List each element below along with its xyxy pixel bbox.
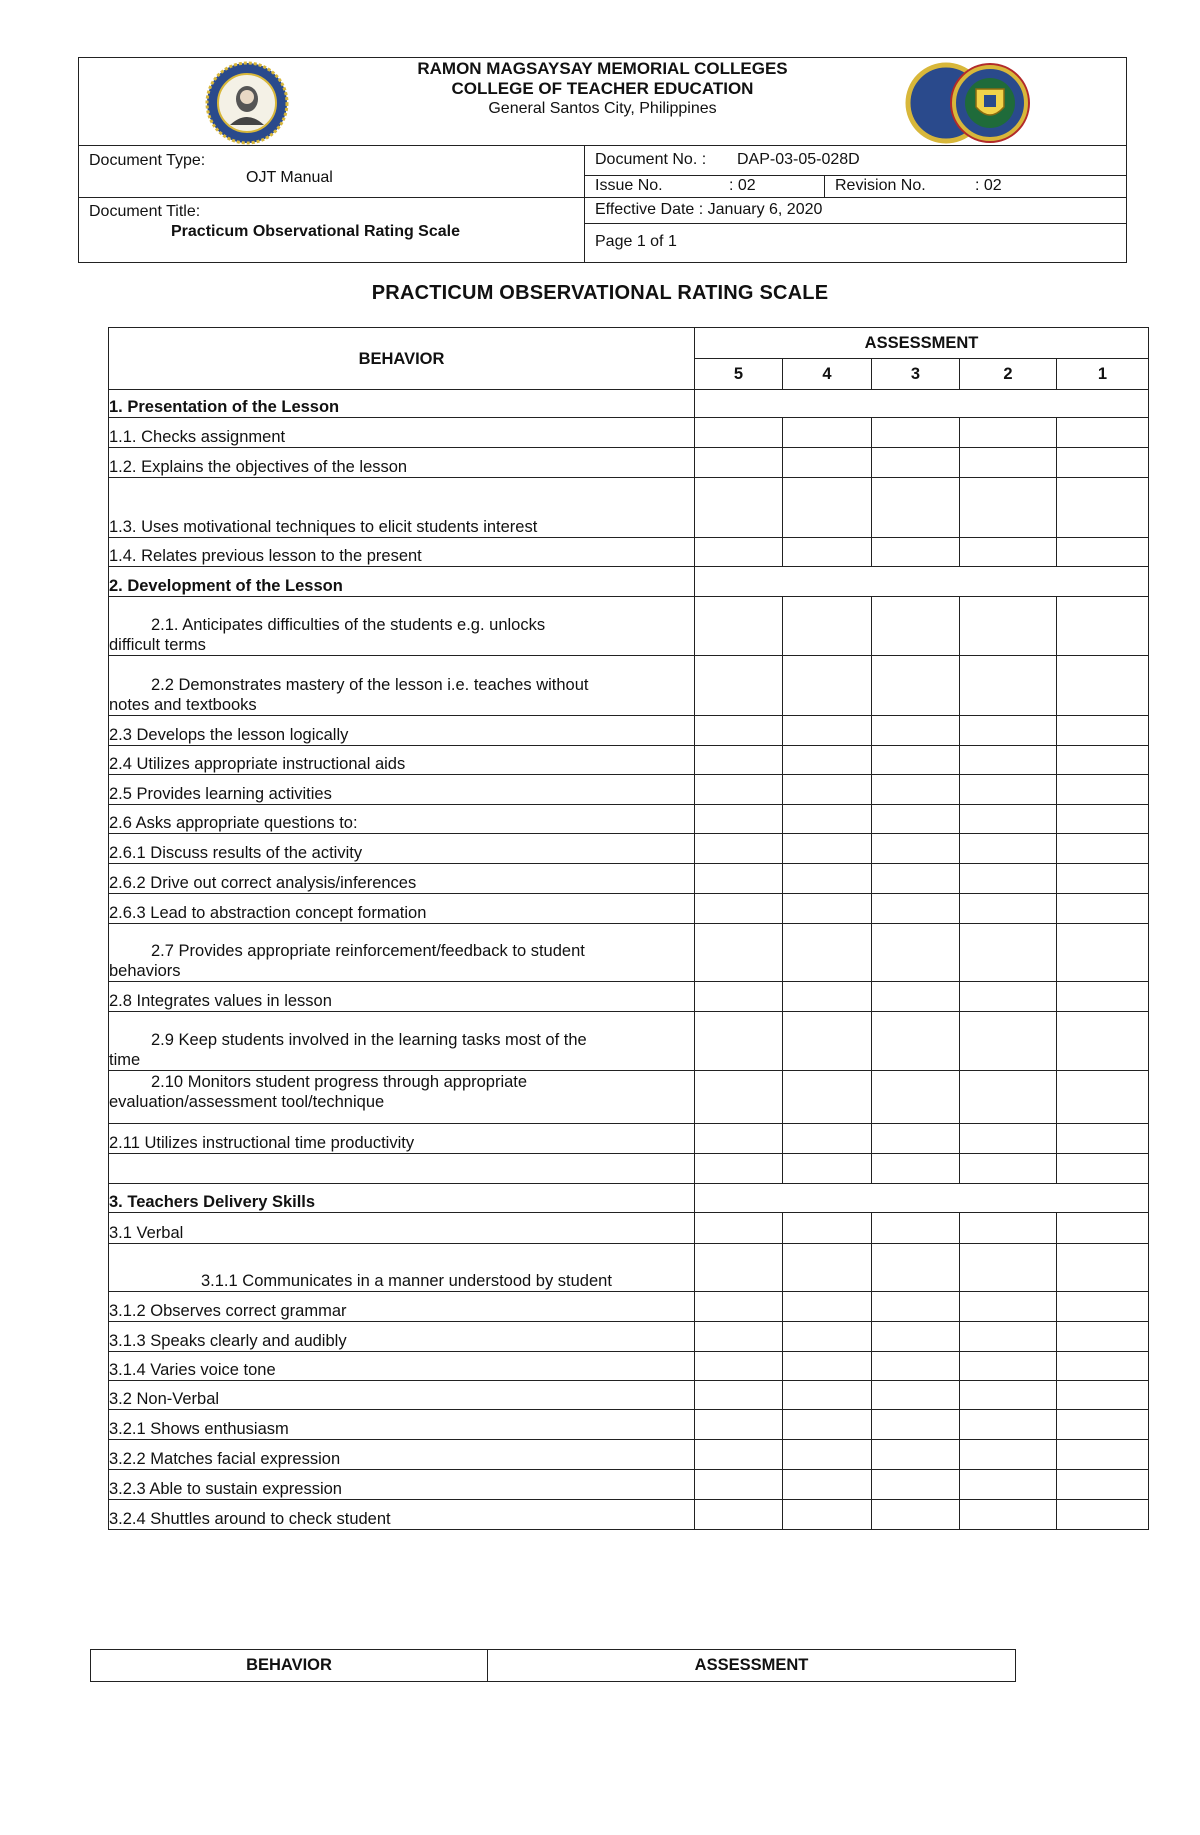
behavior-item: 2.6 Asks appropriate questions to:: [109, 805, 695, 834]
document-no-value: DAP-03-05-028D: [737, 151, 860, 168]
rating-cell[interactable]: [695, 1410, 783, 1440]
behavior-item: 3.2.3 Able to sustain expression: [109, 1470, 695, 1500]
table-row: [109, 1500, 1149, 1530]
document-no-label: Document No. :: [595, 151, 707, 168]
table-row: [109, 1381, 1149, 1410]
rating-cell[interactable]: [695, 1071, 783, 1124]
behavior-item: 2.3 Develops the lesson logically: [109, 716, 695, 746]
rating-cell[interactable]: [1057, 597, 1149, 656]
scale-5-header: 5: [695, 359, 783, 390]
rating-cell[interactable]: [783, 924, 872, 982]
behavior-item: 2.6.3 Lead to abstraction concept formation: [109, 894, 695, 924]
rating-cell[interactable]: [960, 1440, 1057, 1470]
rating-cell[interactable]: [783, 1440, 872, 1470]
table-row: [109, 805, 1149, 834]
document-type-label: Document Type:: [89, 152, 206, 169]
section-spacer: [695, 1184, 1149, 1213]
rating-cell[interactable]: [695, 1124, 783, 1154]
document-type-value: OJT Manual: [246, 169, 333, 186]
behavior-header: BEHAVIOR: [109, 328, 695, 390]
table-row: [109, 1410, 1149, 1440]
behavior-item: 3.2 Non-Verbal: [109, 1381, 695, 1410]
rating-cell[interactable]: [695, 1213, 783, 1244]
section-spacer: [695, 390, 1149, 418]
rating-cell[interactable]: [872, 1352, 960, 1381]
rating-cell[interactable]: [960, 656, 1057, 716]
rating-cell[interactable]: [783, 1124, 872, 1154]
rating-cell[interactable]: [783, 448, 872, 478]
rating-cell[interactable]: [1057, 1244, 1149, 1292]
rating-cell[interactable]: [960, 1322, 1057, 1352]
revision-no-label: Revision No.: [835, 177, 926, 194]
behavior-item: 3.1.1 Communicates in a manner understood by student: [109, 1244, 695, 1292]
behavior-item: [109, 597, 695, 656]
rating-cell[interactable]: [695, 746, 783, 775]
behavior-item: [109, 656, 695, 716]
rating-cell[interactable]: [1057, 982, 1149, 1012]
rating-cell[interactable]: [872, 1470, 960, 1500]
behavior-item: 3.2.2 Matches facial expression: [109, 1440, 695, 1470]
rating-cell[interactable]: [1057, 1410, 1149, 1440]
behavior-item: 2.6.2 Drive out correct analysis/inferences: [109, 864, 695, 894]
section-spacer: [695, 567, 1149, 597]
rating-cell[interactable]: [960, 1352, 1057, 1381]
rating-cell[interactable]: [783, 834, 872, 864]
rating-cell[interactable]: [960, 894, 1057, 924]
rating-cell[interactable]: [783, 1410, 872, 1440]
rating-cell[interactable]: [1057, 1470, 1149, 1500]
rating-cell[interactable]: [960, 834, 1057, 864]
rating-cell[interactable]: [695, 1244, 783, 1292]
table-row: [109, 894, 1149, 924]
rating-cell[interactable]: [1057, 448, 1149, 478]
rating-cell[interactable]: [872, 834, 960, 864]
rating-cell[interactable]: [695, 538, 783, 567]
rating-cell[interactable]: [872, 1154, 960, 1184]
rating-cell[interactable]: [960, 805, 1057, 834]
revision-no-cell: [825, 176, 1126, 198]
behavior-item: 1.3. Uses motivational techniques to elicit students interest: [109, 478, 695, 538]
rating-cell[interactable]: [783, 775, 872, 805]
table-row: [109, 834, 1149, 864]
scale-2-header: 2: [960, 359, 1057, 390]
table-row: [109, 1012, 1149, 1071]
behavior-item: 1.4. Relates previous lesson to the present: [109, 538, 695, 567]
rating-cell[interactable]: [783, 1381, 872, 1410]
behavior-item: [109, 924, 695, 982]
behavior-item: [109, 1071, 695, 1124]
rating-cell[interactable]: [1057, 478, 1149, 538]
rating-cell[interactable]: [1057, 1352, 1149, 1381]
blank-cell: [109, 1154, 695, 1184]
behavior-item: 2.4 Utilizes appropriate instructional aids: [109, 746, 695, 775]
table-row: [109, 716, 1149, 746]
behavior-item: 3.1.3 Speaks clearly and audibly: [109, 1322, 695, 1352]
rating-cell[interactable]: [960, 1500, 1057, 1530]
rating-cell[interactable]: [960, 982, 1057, 1012]
rating-cell[interactable]: [960, 775, 1057, 805]
behavior-item-line1: 2.2 Demonstrates mastery of the lesson i.e. teaches without: [151, 676, 589, 694]
table-row: [109, 1292, 1149, 1322]
rating-cell[interactable]: [960, 1292, 1057, 1322]
rating-cell[interactable]: [695, 1381, 783, 1410]
rating-cell[interactable]: [783, 1244, 872, 1292]
rating-cell[interactable]: [1057, 716, 1149, 746]
rating-cell[interactable]: [695, 1154, 783, 1184]
rating-cell[interactable]: [872, 805, 960, 834]
rating-cell[interactable]: [783, 805, 872, 834]
behavior-item-line1: 2.9 Keep students involved in the learning tasks most of the: [151, 1031, 587, 1049]
scale-1-header: 1: [1057, 359, 1149, 390]
rating-cell[interactable]: [1057, 746, 1149, 775]
rating-cell[interactable]: [872, 1410, 960, 1440]
college-seal-logo: [197, 61, 297, 145]
rating-cell[interactable]: [783, 1012, 872, 1071]
rating-cell[interactable]: [872, 478, 960, 538]
rating-cell[interactable]: [872, 1322, 960, 1352]
rating-cell[interactable]: [1057, 1322, 1149, 1352]
rating-cell[interactable]: [960, 716, 1057, 746]
rating-cell[interactable]: [1057, 656, 1149, 716]
rating-cell[interactable]: [695, 418, 783, 448]
rating-cell[interactable]: [695, 656, 783, 716]
behavior-item-line1: 2.10 Monitors student progress through appropriate: [151, 1073, 528, 1091]
rating-cell[interactable]: [1057, 864, 1149, 894]
document-title-cell: [79, 198, 585, 262]
document-type-cell: [79, 146, 585, 198]
rating-cell[interactable]: [695, 1352, 783, 1381]
behavior-item: 2.5 Provides learning activities: [109, 775, 695, 805]
college-location: General Santos City, Philippines: [488, 100, 717, 117]
rating-cell[interactable]: [783, 1071, 872, 1124]
table-row: [109, 1071, 1149, 1124]
section-row: [109, 567, 1149, 597]
section-title: 1. Presentation of the Lesson: [109, 390, 695, 418]
rating-cell[interactable]: [783, 1500, 872, 1530]
rating-cell[interactable]: [1057, 834, 1149, 864]
rating-cell[interactable]: [960, 1213, 1057, 1244]
table-row: [109, 746, 1149, 775]
rating-cell[interactable]: [872, 1213, 960, 1244]
rating-cell[interactable]: [783, 538, 872, 567]
rating-cell[interactable]: [695, 1322, 783, 1352]
rating-cell[interactable]: [695, 448, 783, 478]
teacher-education-seal-logo: [904, 61, 1039, 145]
rating-cell[interactable]: [1057, 418, 1149, 448]
rating-cell[interactable]: [960, 1410, 1057, 1440]
rating-cell[interactable]: [960, 478, 1057, 538]
rating-cell[interactable]: [960, 1381, 1057, 1410]
rating-cell[interactable]: [783, 894, 872, 924]
effective-date: Effective Date : January 6, 2020: [595, 201, 823, 218]
rating-cell[interactable]: [695, 1292, 783, 1322]
rating-cell[interactable]: [783, 597, 872, 656]
rating-cell[interactable]: [960, 1124, 1057, 1154]
table-row: [109, 1470, 1149, 1500]
rating-cell[interactable]: [872, 746, 960, 775]
rating-cell[interactable]: [695, 924, 783, 982]
rating-cell[interactable]: [960, 864, 1057, 894]
behavior-item-line1: 2.7 Provides appropriate reinforcement/feedback to student: [151, 942, 585, 960]
revision-no-value: : 02: [975, 177, 1002, 194]
behavior-item-line2: time: [109, 1051, 141, 1069]
effective-date-cell: [585, 198, 1126, 224]
rating-cell[interactable]: [783, 1292, 872, 1322]
behavior-item-line2: difficult terms: [109, 636, 206, 654]
rating-cell[interactable]: [1057, 1381, 1149, 1410]
section-row: [109, 1184, 1149, 1213]
rating-cell[interactable]: [872, 716, 960, 746]
assessment-header: ASSESSMENT: [488, 1650, 1016, 1682]
second-assessment-table: [90, 1649, 1016, 1682]
rating-cell[interactable]: [695, 1470, 783, 1500]
rating-cell[interactable]: [695, 1440, 783, 1470]
page-number-cell: [585, 224, 1126, 262]
rating-cell[interactable]: [1057, 1012, 1149, 1071]
rating-cell[interactable]: [1057, 775, 1149, 805]
issue-no-label: Issue No.: [595, 177, 663, 194]
rating-cell[interactable]: [695, 597, 783, 656]
rating-cell[interactable]: [783, 716, 872, 746]
page-title: PRACTICUM OBSERVATIONAL RATING SCALE: [371, 282, 829, 304]
table-row: [109, 1213, 1149, 1244]
rating-cell[interactable]: [695, 716, 783, 746]
rating-cell[interactable]: [783, 656, 872, 716]
document-no-cell: [585, 146, 1126, 176]
table-row: [109, 1322, 1149, 1352]
behavior-item: [109, 1012, 695, 1071]
scale-4-header: 4: [783, 359, 872, 390]
rating-cell[interactable]: [960, 418, 1057, 448]
rating-cell[interactable]: [1057, 1440, 1149, 1470]
behavior-item: 3.2.1 Shows enthusiasm: [109, 1410, 695, 1440]
rating-cell[interactable]: [695, 805, 783, 834]
behavior-item-line1: 2.1. Anticipates difficulties of the students e.g. unlocks: [151, 616, 546, 634]
table-row: [109, 656, 1149, 716]
rating-cell[interactable]: [783, 982, 872, 1012]
rating-cell[interactable]: [1057, 894, 1149, 924]
rating-cell[interactable]: [960, 1071, 1057, 1124]
document-header: [78, 57, 1127, 263]
behavior-item: 2.11 Utilizes instructional time productivity: [109, 1124, 695, 1154]
rating-cell[interactable]: [783, 1470, 872, 1500]
rating-cell[interactable]: [872, 864, 960, 894]
rating-cell[interactable]: [872, 597, 960, 656]
institution-banner: [79, 58, 1126, 146]
table-row: [109, 418, 1149, 448]
rating-cell[interactable]: [872, 1292, 960, 1322]
rating-scale-table: [108, 327, 1149, 1530]
issue-no-cell: [585, 176, 825, 198]
rating-cell[interactable]: [783, 746, 872, 775]
behavior-item: 3.1 Verbal: [109, 1213, 695, 1244]
rating-cell[interactable]: [695, 1012, 783, 1071]
rating-cell[interactable]: [1057, 1292, 1149, 1322]
rating-cell[interactable]: [872, 1500, 960, 1530]
rating-cell[interactable]: [960, 448, 1057, 478]
rating-cell[interactable]: [783, 478, 872, 538]
section-title: 2. Development of the Lesson: [109, 567, 695, 597]
table-row: [109, 1440, 1149, 1470]
document-title-label: Document Title:: [89, 203, 201, 220]
rating-cell[interactable]: [1057, 1071, 1149, 1124]
rating-cell[interactable]: [960, 538, 1057, 567]
issue-no-value: : 02: [729, 177, 756, 194]
behavior-item: 3.1.2 Observes correct grammar: [109, 1292, 695, 1322]
behavior-item: 1.1. Checks assignment: [109, 418, 695, 448]
table-row: [109, 538, 1149, 567]
institution-name: RAMON MAGSAYSAY MEMORIAL COLLEGES: [417, 59, 788, 78]
rating-cell[interactable]: [960, 1012, 1057, 1071]
behavior-item: 2.8 Integrates values in lesson: [109, 982, 695, 1012]
college-name: COLLEGE OF TEACHER EDUCATION: [451, 79, 754, 98]
rating-cell[interactable]: [783, 1322, 872, 1352]
rating-cell[interactable]: [872, 538, 960, 567]
rating-cell[interactable]: [872, 656, 960, 716]
document-title-value: Practicum Observational Rating Scale: [171, 223, 460, 240]
rating-cell[interactable]: [872, 1381, 960, 1410]
behavior-item: 2.6.1 Discuss results of the activity: [109, 834, 695, 864]
behavior-item: 3.1.4 Varies voice tone: [109, 1352, 695, 1381]
rating-cell[interactable]: [872, 1440, 960, 1470]
rating-cell[interactable]: [1057, 805, 1149, 834]
rating-cell[interactable]: [872, 894, 960, 924]
rating-cell[interactable]: [783, 864, 872, 894]
rating-cell[interactable]: [695, 894, 783, 924]
rating-cell[interactable]: [960, 1470, 1057, 1500]
table-row: [109, 1124, 1149, 1154]
table-row: [109, 864, 1149, 894]
rating-cell[interactable]: [783, 418, 872, 448]
rating-cell[interactable]: [695, 478, 783, 538]
rating-cell[interactable]: [783, 1213, 872, 1244]
rating-cell[interactable]: [872, 1244, 960, 1292]
scale-3-header: 3: [872, 359, 960, 390]
rating-cell[interactable]: [872, 448, 960, 478]
rating-cell[interactable]: [872, 982, 960, 1012]
rating-cell[interactable]: [695, 1500, 783, 1530]
rating-cell[interactable]: [1057, 1500, 1149, 1530]
rating-cell[interactable]: [695, 982, 783, 1012]
blank-row: [109, 1154, 1149, 1184]
rating-cell[interactable]: [872, 1012, 960, 1071]
rating-cell[interactable]: [783, 1352, 872, 1381]
behavior-item-line2: evaluation/assessment tool/technique: [109, 1093, 385, 1111]
rating-cell[interactable]: [695, 864, 783, 894]
rating-cell[interactable]: [695, 834, 783, 864]
behavior-header: BEHAVIOR: [91, 1650, 488, 1682]
table-row: [109, 448, 1149, 478]
rating-cell[interactable]: [872, 1071, 960, 1124]
rating-cell[interactable]: [695, 775, 783, 805]
rating-cell[interactable]: [872, 418, 960, 448]
rating-cell[interactable]: [960, 1244, 1057, 1292]
rating-cell[interactable]: [960, 924, 1057, 982]
behavior-item: 3.2.4 Shuttles around to check student: [109, 1500, 695, 1530]
table-row: [109, 775, 1149, 805]
table-row: [109, 1352, 1149, 1381]
table-row: [109, 982, 1149, 1012]
rating-cell[interactable]: [1057, 1124, 1149, 1154]
section-title: 3. Teachers Delivery Skills: [109, 1184, 695, 1213]
rating-cell[interactable]: [960, 597, 1057, 656]
rating-cell[interactable]: [1057, 538, 1149, 567]
rating-cell[interactable]: [1057, 1213, 1149, 1244]
behavior-item: 1.2. Explains the objectives of the lesson: [109, 448, 695, 478]
behavior-item-line2: notes and textbooks: [109, 696, 257, 714]
rating-cell[interactable]: [872, 924, 960, 982]
table-row: [109, 597, 1149, 656]
rating-cell[interactable]: [872, 1124, 960, 1154]
rating-cell[interactable]: [1057, 924, 1149, 982]
table-row: [109, 924, 1149, 982]
rating-cell[interactable]: [960, 1154, 1057, 1184]
assessment-header: ASSESSMENT: [695, 328, 1149, 359]
rating-cell[interactable]: [960, 746, 1057, 775]
behavior-item-line2: behaviors: [109, 962, 181, 980]
rating-cell[interactable]: [872, 775, 960, 805]
rating-cell[interactable]: [783, 1154, 872, 1184]
table-row: [109, 478, 1149, 538]
table-row: [109, 1244, 1149, 1292]
section-row: [109, 390, 1149, 418]
rating-cell[interactable]: [1057, 1154, 1149, 1184]
page-number: Page 1 of 1: [595, 233, 677, 250]
